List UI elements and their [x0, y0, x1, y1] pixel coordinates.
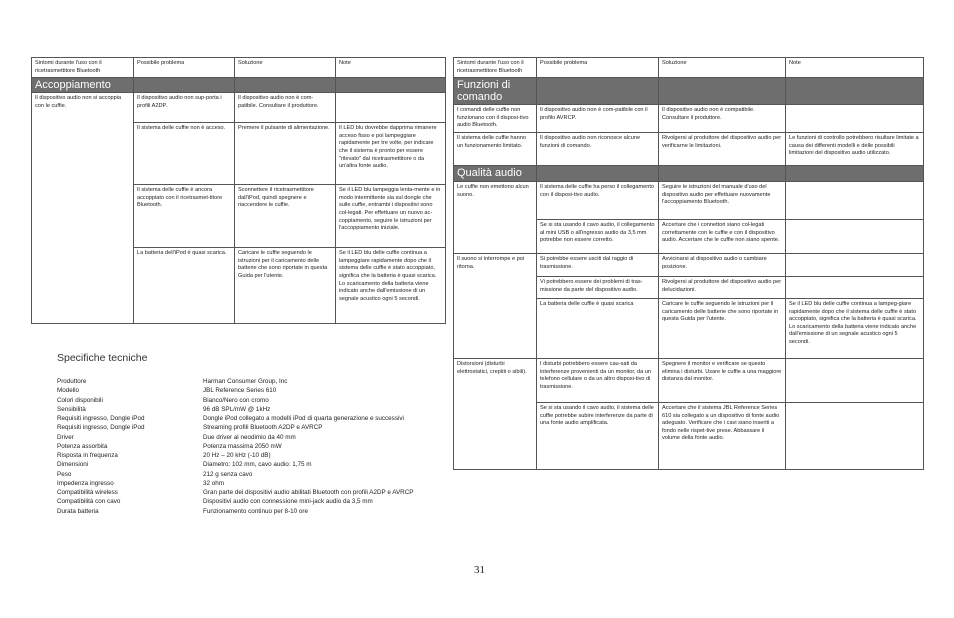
solution-cell: Seguire le istruzioni del manuale d'uso del dispositivo audio per effettuare nuovamente l'accoppiamento Bluetooth.	[659, 181, 786, 219]
problem-cell: Se si sta usando il cavo audio, il sistema delle cuffie potrebbe subire interferenze da parte di una fonte audio amplificata.	[537, 402, 659, 469]
symptom-cell: Il dispositivo audio non si accoppia con le cuffie.	[32, 93, 134, 123]
spec-label: Driver	[57, 433, 74, 441]
spec-label: Compatibilità con cavo	[57, 498, 121, 506]
spec-label: Modello	[57, 387, 80, 395]
problem-cell: Se si sta usando il cavo audio, il collegamento al mini USB o all'ingresso audio da 3,5 mm potrebbe non essere corretto.	[537, 219, 659, 253]
spec-label: Colori disponibili	[57, 396, 103, 404]
solution-cell: Accertare che il sistema JBL Reference Series 610 sia collegato a un dispositivo di fonte audio adeguato. Verificare che i cavi siano inseriti a fondo nelle rispet-tive prese. Abbassare il volume della fonte audio.	[659, 402, 786, 469]
spec-value: Dispositivi audio con connessione mini-jack audio da 3,5 mm	[203, 498, 373, 506]
note-cell: Il LED blu dovrebbe dapprima rimanere acceso fisso e poi lampeggiare rapidamente per tre volte, per indicare che il sistema è pronto per essere "rilevato" dal ricetrasmettitore o da un'altra fonte audio.	[336, 123, 446, 185]
problem-cell: Si potrebbe essere usciti dal raggio di trasmissione.	[537, 253, 659, 276]
spec-row	[57, 488, 447, 497]
note-cell: Se il LED blu delle cuffie continua a lampeggiare rapidamente dopo che il sistema delle cuffie è stato accoppiato, significa che la batteria è quasi scarica. Lo scaricamento della batteria viene indicato anche dall'emissione di un segnale acustico ogni 5 secondi.	[336, 248, 446, 324]
spec-value: Gran parte dei dispositivi audio abilitati Bluetooth con profili A2DP e AVRCP	[203, 489, 414, 496]
solution-cell: Caricare le cuffie seguendo le istruzioni per il caricamento delle batterie che sono riportate in questa Guida per l'utente.	[659, 298, 786, 358]
note-cell: Se il LED blu delle cuffie continua a lampeg-giare rapidamente dopo che il sistema delle cuffie è stato accoppiato, significa che la batteria è quasi scarica. Lo scaricamento della batteria viene indicato anche dall'emissione di un segnale acustico ogni 5 secondi.	[786, 298, 924, 358]
note-cell	[786, 402, 924, 469]
problem-cell: Il dispositivo audio non è com-patibile con il profilo AVRCP.	[537, 105, 659, 133]
spec-value: 212 g senza cavo	[203, 470, 253, 478]
spec-row	[57, 460, 447, 469]
spec-label: Impedenza ingresso	[57, 479, 114, 487]
problem-cell: La batteria delle cuffie è quasi scarica	[537, 298, 659, 358]
note-cell	[786, 253, 924, 276]
symptom-cell: Distorsioni (disturbi elettrostatici, crepitii o sibili).	[454, 358, 537, 402]
spec-label: Requisiti ingresso, Dongle iPod	[57, 424, 145, 432]
section-title-controls: Funzioni di comando	[454, 78, 537, 105]
spec-label: Sensibilità	[57, 405, 86, 413]
spec-value: 32 ohm	[203, 479, 225, 487]
note-cell	[786, 105, 924, 133]
header-solution: Soluzione	[659, 58, 786, 78]
header-symptoms: Sintomi durante l'uso con il ricetrasmettitore Bluetooth	[454, 58, 537, 78]
header-symptoms: Sintomi durante l'uso con il ricetrasmettitore Bluetooth	[32, 58, 134, 78]
specs-title: Specifiche tecniche	[57, 352, 148, 364]
spec-label: Potenza assorbita	[57, 442, 108, 450]
note-cell	[786, 181, 924, 219]
spec-row	[57, 405, 447, 414]
symptom-cell: Le cuffie non emettono alcun suono.	[454, 181, 537, 219]
note-cell	[786, 358, 924, 402]
section-title-audio-quality: Qualità audio	[454, 165, 537, 181]
symptom-cell: Il sistema delle cuffie hanno un funzionamento limitato.	[454, 132, 537, 165]
controls-audio-troubleshooting-table	[453, 57, 924, 470]
note-cell	[786, 219, 924, 253]
note-cell: Le funzioni di controllo potrebbero risultare limitate a causa dei differenti modelli e delle possibili limitazioni del dispositivo audio utilizzato.	[786, 132, 924, 165]
header-problem: Possibile problema	[134, 58, 235, 78]
note-cell	[336, 93, 446, 123]
symptom-cell: Il suono si interrompe e poi ritorna.	[454, 253, 537, 276]
solution-cell: Rivolgersi al produttore del dispositivo audio per verificarne le limitazioni.	[659, 132, 786, 165]
spec-value: Bianco/Nero con cromo	[203, 396, 269, 404]
problem-cell: Il sistema delle cuffie è ancora accoppiato con il ricetrasmet-titore Bluetooth.	[134, 185, 235, 248]
spec-value: Dongle iPod collegato a modelli iPod di quarta generazione e successivi	[203, 415, 404, 422]
header-notes: Note	[786, 58, 924, 78]
solution-cell: Avvicinarsi al dispositivo audio o cambiare posizione.	[659, 253, 786, 276]
spec-label: Compatibilità wireless	[57, 489, 118, 496]
solution-cell: Rivolgersi al produttore del dispositivo audio per delucidazioni.	[659, 276, 786, 298]
spec-value: Harman Consumer Group, Inc	[203, 378, 288, 385]
spec-row	[57, 479, 447, 488]
spec-label: Peso	[57, 470, 72, 478]
note-cell	[786, 276, 924, 298]
header-problem: Possibile problema	[537, 58, 659, 78]
solution-cell: Spegnere il monitor e verificare se questo elimina i disturbi. Usare le cuffie a una maggiore distanza dal monitor.	[659, 358, 786, 402]
spec-row	[57, 414, 447, 423]
solution-cell: Premere il pulsante di alimentazione.	[235, 123, 336, 185]
solution-cell: Il dispositivo audio non è compatibile. Consultare il produttore.	[659, 105, 786, 133]
spec-label: Risposta in frequenza	[57, 452, 118, 459]
spec-value: Potenza massima 2050 mW	[203, 442, 282, 450]
solution-cell: Caricare le cuffie seguendo le istruzioni per il caricamento delle batterie che sono riportate in questa Guida per l'utente.	[235, 248, 336, 324]
spec-value: JBL Reference Series 610	[203, 387, 277, 395]
spec-row	[57, 507, 447, 516]
problem-cell: Vi potrebbero essere dei problemi di tras-missione da parte del dispositivo audio.	[537, 276, 659, 298]
spec-label: Durata batteria	[57, 507, 99, 515]
spec-value: Due driver al neodimio da 40 mm	[203, 433, 296, 441]
spec-row	[57, 470, 447, 479]
header-solution: Soluzione	[235, 58, 336, 78]
spec-value: Funzionamento continuo per 8-10 ore	[203, 507, 309, 515]
problem-cell: Il dispositivo audio non sup-porta i profili A2DP.	[134, 93, 235, 123]
spec-row	[57, 451, 447, 460]
pairing-troubleshooting-table	[31, 57, 446, 324]
problem-cell: Il sistema delle cuffie non è acceso.	[134, 123, 235, 185]
spec-row	[57, 377, 447, 386]
section-title-pairing: Accoppiamento	[32, 78, 134, 93]
solution-cell: Accertare che i connettori siano col-legati correttamente con le cuffie e con il dispositivo audio. Accertare che le cuffie non siano spente.	[659, 219, 786, 253]
spec-value: 96 dB SPL/mW @ 1kHz	[203, 405, 271, 413]
spec-label: Produttore	[57, 378, 87, 385]
page-number: 31	[474, 564, 485, 576]
problem-cell: La batteria dell'iPod è quasi scarica.	[134, 248, 235, 324]
header-notes: Note	[336, 58, 446, 78]
problem-cell: Il sistema delle cuffie ha perso il collegamento con il disposi-tivo audio.	[537, 181, 659, 219]
problem-cell: Il dispositivo audio non riconosce alcune funzioni di comando.	[537, 132, 659, 165]
spec-row	[57, 386, 447, 395]
solution-cell: Il dispositivo audio non è com-patibile. Consultare il produttore.	[235, 93, 336, 123]
note-cell: Se il LED blu lampeggia lenta-mente e in modo intermittente sia sul dongle che sulle cuffie, entrambi i dispositivi sono col-legati. Per effettuare un nuovo ac-coppiamento, seguire le istruzioni per l'accoppiamento iniziale.	[336, 185, 446, 248]
spec-value: 20 Hz – 20 kHz (-10 dB)	[203, 452, 271, 459]
symptom-cell: I comandi delle cuffie non funzionano con il disposi-tivo audio Bluetooth.	[454, 105, 537, 133]
spec-row	[57, 497, 447, 506]
spec-row	[57, 442, 447, 451]
solution-cell: Sconnettere il ricetrasmettitore dall'iPod, quindi spegnere e riaccendere le cuffie.	[235, 185, 336, 248]
spec-value: Diametro: 102 mm, cavo audio: 1,75 m	[203, 461, 312, 469]
spec-row	[57, 423, 447, 432]
spec-row	[57, 433, 447, 442]
spec-value: Streaming profili Bluetooth A2DP e AVRCP	[203, 424, 323, 432]
spec-label: Dimensioni	[57, 461, 89, 469]
spec-row	[57, 396, 447, 405]
spec-label: Requisiti ingresso, Dongle iPod	[57, 415, 145, 422]
specs-list	[57, 377, 447, 516]
problem-cell: I disturbi potrebbero essere cau-sati da interferenze provenienti da un monitor, da un telefono cellulare o da un altro disposi-tivo di trasmissione.	[537, 358, 659, 402]
